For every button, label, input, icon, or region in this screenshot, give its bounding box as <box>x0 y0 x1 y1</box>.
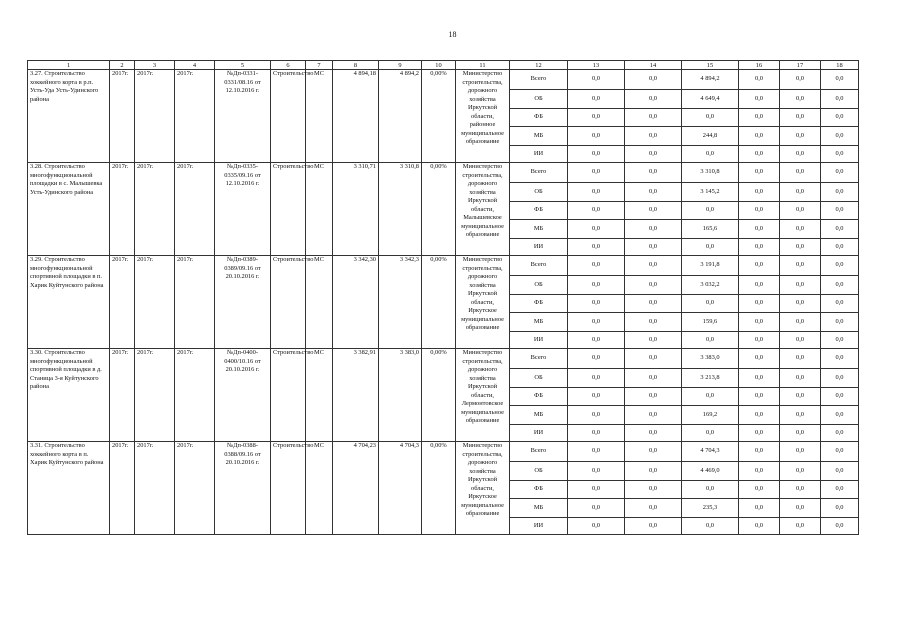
amount-cell: 0,0 <box>739 239 780 256</box>
amount-cell: 0,0 <box>821 481 859 499</box>
code-cell: МС <box>306 442 333 535</box>
amount-cell: 0,0 <box>625 406 682 425</box>
percent-cell: 0,00% <box>422 442 456 535</box>
cost-cell: 3 342,3 <box>379 256 422 349</box>
amount-cell: 0,0 <box>568 349 625 369</box>
amount-cell: 0,0 <box>780 239 821 256</box>
header-cell: 11 <box>456 61 510 70</box>
header-cell: 10 <box>422 61 456 70</box>
amount-cell: 0,0 <box>780 332 821 349</box>
amount-cell: 3 145,2 <box>682 183 739 202</box>
amount-cell: 0,0 <box>821 109 859 127</box>
table-row <box>28 70 859 90</box>
amount-cell: 3 383,0 <box>682 349 739 369</box>
amount-cell: 0,0 <box>568 146 625 163</box>
object-name: 3.31. Строительство хоккейного корта в п. Харик Куйтунского района <box>28 442 110 535</box>
contract-number: №Дп-0388-0388/09.16 от 20.10.2016 г. <box>215 442 271 535</box>
amount-cell: 0,0 <box>682 146 739 163</box>
amount-cell: 0,0 <box>821 163 859 183</box>
work-type: Строительство <box>271 349 306 442</box>
amount-cell: 0,0 <box>568 109 625 127</box>
year-cell: 2017г. <box>135 70 175 163</box>
amount-cell: 0,0 <box>625 256 682 276</box>
year-cell: 2017г. <box>135 349 175 442</box>
year-cell: 2017г. <box>135 163 175 256</box>
amount-cell: 235,3 <box>682 499 739 518</box>
amount-cell: 0,0 <box>821 332 859 349</box>
amount-cell: 0,0 <box>739 276 780 295</box>
amount-cell: 244,8 <box>682 127 739 146</box>
amount-cell: 0,0 <box>625 239 682 256</box>
amount-cell: 0,0 <box>821 220 859 239</box>
amount-cell: 3 310,8 <box>682 163 739 183</box>
amount-cell: 0,0 <box>780 70 821 90</box>
amount-cell: 0,0 <box>780 388 821 406</box>
responsible-org: Министерство строительства, дорожного хозяйства Иркутской области, Иркутское муниципальное образование <box>456 442 510 535</box>
budget-source: ОБ <box>510 276 568 295</box>
header-cell: 12 <box>510 61 568 70</box>
amount-cell: 0,0 <box>739 313 780 332</box>
amount-cell: 0,0 <box>780 183 821 202</box>
percent-cell: 0,00% <box>422 70 456 163</box>
budget-source: Всего <box>510 256 568 276</box>
year-cell: 2017г. <box>175 442 215 535</box>
budget-source: Всего <box>510 70 568 90</box>
cost-cell: 3 310,8 <box>379 163 422 256</box>
work-type: Строительство <box>271 163 306 256</box>
amount-cell: 0,0 <box>739 332 780 349</box>
amount-cell: 0,0 <box>821 499 859 518</box>
amount-cell: 0,0 <box>625 109 682 127</box>
amount-cell: 0,0 <box>739 70 780 90</box>
amount-cell: 0,0 <box>568 256 625 276</box>
amount-cell: 4 894,2 <box>682 70 739 90</box>
responsible-org: Министерство строительства, дорожного хозяйства Иркутской области, Лермонтовское муниципальное образование <box>456 349 510 442</box>
code-cell: МС <box>306 163 333 256</box>
amount-cell: 0,0 <box>821 425 859 442</box>
header-cell: 7 <box>306 61 333 70</box>
header-cell: 18 <box>821 61 859 70</box>
work-type: Строительство <box>271 256 306 349</box>
amount-cell: 0,0 <box>625 332 682 349</box>
amount-cell: 0,0 <box>568 388 625 406</box>
budget-source: Всего <box>510 163 568 183</box>
year-cell: 2017г. <box>175 70 215 163</box>
amount-cell: 0,0 <box>821 313 859 332</box>
amount-cell: 0,0 <box>739 90 780 109</box>
header-cell: 3 <box>135 61 175 70</box>
code-cell: МС <box>306 349 333 442</box>
amount-cell: 0,0 <box>568 276 625 295</box>
amount-cell: 4 469,0 <box>682 462 739 481</box>
amount-cell: 0,0 <box>780 442 821 462</box>
budget-source: ИИ <box>510 518 568 535</box>
amount-cell: 0,0 <box>682 518 739 535</box>
amount-cell: 0,0 <box>739 499 780 518</box>
year-cell: 2017г. <box>135 442 175 535</box>
amount-cell: 159,6 <box>682 313 739 332</box>
amount-cell: 0,0 <box>780 256 821 276</box>
amount-cell: 0,0 <box>682 239 739 256</box>
budget-source: ИИ <box>510 239 568 256</box>
header-cell: 13 <box>568 61 625 70</box>
amount-cell: 0,0 <box>625 369 682 388</box>
amount-cell: 0,0 <box>780 349 821 369</box>
year-cell: 2017г. <box>110 256 135 349</box>
amount-cell: 0,0 <box>780 425 821 442</box>
year-cell: 2017г. <box>175 163 215 256</box>
cost-cell: 4 894,2 <box>379 70 422 163</box>
amount-cell: 3 191,8 <box>682 256 739 276</box>
budget-source: МБ <box>510 220 568 239</box>
amount-cell: 0,0 <box>821 369 859 388</box>
amount-cell: 0,0 <box>821 90 859 109</box>
year-cell: 2017г. <box>110 349 135 442</box>
amount-cell: 0,0 <box>625 442 682 462</box>
amount-cell: 0,0 <box>568 518 625 535</box>
amount-cell: 0,0 <box>739 406 780 425</box>
object-name: 3.29. Строительство многофункциональной спортивной площадки в п. Харик Куйтунского района <box>28 256 110 349</box>
header-cell: 4 <box>175 61 215 70</box>
cost-cell: 3 382,91 <box>333 349 379 442</box>
budget-source: ОБ <box>510 462 568 481</box>
amount-cell: 0,0 <box>568 90 625 109</box>
amount-cell: 0,0 <box>739 220 780 239</box>
table-row <box>28 256 859 276</box>
amount-cell: 0,0 <box>625 295 682 313</box>
amount-cell: 0,0 <box>821 127 859 146</box>
amount-cell: 0,0 <box>780 276 821 295</box>
amount-cell: 0,0 <box>780 369 821 388</box>
amount-cell: 0,0 <box>821 388 859 406</box>
code-cell: МС <box>306 256 333 349</box>
amount-cell: 0,0 <box>568 369 625 388</box>
amount-cell: 0,0 <box>780 499 821 518</box>
budget-source: ФБ <box>510 481 568 499</box>
amount-cell: 0,0 <box>739 163 780 183</box>
amount-cell: 0,0 <box>568 163 625 183</box>
amount-cell: 0,0 <box>780 481 821 499</box>
amount-cell: 0,0 <box>682 109 739 127</box>
amount-cell: 0,0 <box>780 163 821 183</box>
amount-cell: 0,0 <box>739 256 780 276</box>
budget-source: ФБ <box>510 388 568 406</box>
amount-cell: 0,0 <box>625 349 682 369</box>
amount-cell: 0,0 <box>625 425 682 442</box>
work-type: Строительство <box>271 442 306 535</box>
amount-cell: 0,0 <box>625 146 682 163</box>
amount-cell: 0,0 <box>625 163 682 183</box>
amount-cell: 3 032,2 <box>682 276 739 295</box>
budget-source: ИИ <box>510 425 568 442</box>
header-cell: 1 <box>28 61 110 70</box>
amount-cell: 0,0 <box>780 406 821 425</box>
amount-cell: 0,0 <box>625 70 682 90</box>
amount-cell: 0,0 <box>625 518 682 535</box>
budget-source: ИИ <box>510 146 568 163</box>
amount-cell: 0,0 <box>568 295 625 313</box>
amount-cell: 0,0 <box>568 127 625 146</box>
cost-cell: 4 894,18 <box>333 70 379 163</box>
cost-cell: 4 704,3 <box>379 442 422 535</box>
amount-cell: 0,0 <box>739 462 780 481</box>
budget-source: ОБ <box>510 369 568 388</box>
amount-cell: 4 704,3 <box>682 442 739 462</box>
cost-cell: 3 342,30 <box>333 256 379 349</box>
page-number: 18 <box>448 30 457 39</box>
amount-cell: 0,0 <box>739 442 780 462</box>
object-name: 3.27. Строительство хоккейного корта в р.п. Усть-Уда Усть-Удинского района <box>28 70 110 163</box>
budget-source: ОБ <box>510 90 568 109</box>
year-cell: 2017г. <box>110 442 135 535</box>
header-cell: 14 <box>625 61 682 70</box>
amount-cell: 0,0 <box>821 239 859 256</box>
contract-number: №Дп-0335-0335/09.16 от 12.10.2016 г. <box>215 163 271 256</box>
amount-cell: 0,0 <box>568 425 625 442</box>
amount-cell: 0,0 <box>739 481 780 499</box>
budget-source: Всего <box>510 349 568 369</box>
amount-cell: 0,0 <box>625 183 682 202</box>
object-name: 3.28. Строительство многофункциональной площадки в с. Малышевка Усть-Удинского района <box>28 163 110 256</box>
amount-cell: 0,0 <box>739 295 780 313</box>
amount-cell: 0,0 <box>568 442 625 462</box>
amount-cell: 0,0 <box>568 499 625 518</box>
amount-cell: 0,0 <box>739 425 780 442</box>
amount-cell: 0,0 <box>780 313 821 332</box>
amount-cell: 0,0 <box>682 332 739 349</box>
amount-cell: 0,0 <box>821 256 859 276</box>
amount-cell: 0,0 <box>780 90 821 109</box>
amount-cell: 0,0 <box>739 369 780 388</box>
amount-cell: 0,0 <box>568 183 625 202</box>
header-cell: 17 <box>780 61 821 70</box>
amount-cell: 0,0 <box>821 295 859 313</box>
amount-cell: 0,0 <box>821 462 859 481</box>
amount-cell: 0,0 <box>568 462 625 481</box>
cost-cell: 3 310,71 <box>333 163 379 256</box>
amount-cell: 0,0 <box>780 127 821 146</box>
amount-cell: 0,0 <box>780 518 821 535</box>
header-cell: 16 <box>739 61 780 70</box>
amount-cell: 0,0 <box>821 146 859 163</box>
budget-source: МБ <box>510 499 568 518</box>
amount-cell: 0,0 <box>821 406 859 425</box>
amount-cell: 0,0 <box>625 90 682 109</box>
amount-cell: 0,0 <box>682 388 739 406</box>
amount-cell: 0,0 <box>682 295 739 313</box>
amount-cell: 0,0 <box>568 202 625 220</box>
cost-cell: 3 383,0 <box>379 349 422 442</box>
responsible-org: Министерство строительства, дорожного хозяйства Иркутской области, Иркутское муниципальное образование <box>456 256 510 349</box>
amount-cell: 0,0 <box>625 220 682 239</box>
amount-cell: 0,0 <box>739 127 780 146</box>
amount-cell: 0,0 <box>739 349 780 369</box>
budget-source: ФБ <box>510 109 568 127</box>
amount-cell: 0,0 <box>780 220 821 239</box>
contract-number: №Дп-0389-0389/09.16 от 20.10.2016 г. <box>215 256 271 349</box>
amount-cell: 0,0 <box>780 462 821 481</box>
year-cell: 2017г. <box>110 163 135 256</box>
amount-cell: 0,0 <box>821 276 859 295</box>
responsible-org: Министерство строительства, дорожного хозяйства Иркутской области, районное муниципальное образование <box>456 70 510 163</box>
table-row <box>28 442 859 462</box>
amount-cell: 0,0 <box>568 220 625 239</box>
amount-cell: 0,0 <box>821 518 859 535</box>
percent-cell: 0,00% <box>422 163 456 256</box>
amount-cell: 0,0 <box>625 276 682 295</box>
amount-cell: 165,6 <box>682 220 739 239</box>
amount-cell: 169,2 <box>682 406 739 425</box>
table-row <box>28 349 859 369</box>
amount-cell: 0,0 <box>625 462 682 481</box>
header-cell: 2 <box>110 61 135 70</box>
year-cell: 2017г. <box>110 70 135 163</box>
amount-cell: 0,0 <box>682 425 739 442</box>
table-row <box>28 163 859 183</box>
amount-cell: 0,0 <box>821 349 859 369</box>
work-type: Строительство <box>271 70 306 163</box>
amount-cell: 0,0 <box>739 146 780 163</box>
percent-cell: 0,00% <box>422 256 456 349</box>
budget-source: ОБ <box>510 183 568 202</box>
amount-cell: 0,0 <box>625 481 682 499</box>
header-cell: 9 <box>379 61 422 70</box>
amount-cell: 0,0 <box>568 406 625 425</box>
budget-source: ФБ <box>510 202 568 220</box>
amount-cell: 4 649,4 <box>682 90 739 109</box>
budget-source: МБ <box>510 406 568 425</box>
object-name: 3.30. Строительство многофункциональной спортивной площадки в д. Станица 3-я Куйтунского района <box>28 349 110 442</box>
program-table <box>27 60 859 535</box>
amount-cell: 0,0 <box>568 239 625 256</box>
budget-source: МБ <box>510 127 568 146</box>
amount-cell: 0,0 <box>739 109 780 127</box>
header-cell: 8 <box>333 61 379 70</box>
amount-cell: 0,0 <box>568 332 625 349</box>
amount-cell: 0,0 <box>625 202 682 220</box>
amount-cell: 0,0 <box>780 109 821 127</box>
budget-source: ИИ <box>510 332 568 349</box>
amount-cell: 3 213,8 <box>682 369 739 388</box>
header-cell: 6 <box>271 61 306 70</box>
header-cell: 15 <box>682 61 739 70</box>
budget-source: МБ <box>510 313 568 332</box>
percent-cell: 0,00% <box>422 349 456 442</box>
amount-cell: 0,0 <box>739 518 780 535</box>
header-cell: 5 <box>215 61 271 70</box>
amount-cell: 0,0 <box>568 70 625 90</box>
amount-cell: 0,0 <box>780 146 821 163</box>
amount-cell: 0,0 <box>739 202 780 220</box>
contract-number: №Дп-0400-0400/10.16 от 20.10.2016 г. <box>215 349 271 442</box>
amount-cell: 0,0 <box>821 183 859 202</box>
amount-cell: 0,0 <box>625 388 682 406</box>
amount-cell: 0,0 <box>625 499 682 518</box>
amount-cell: 0,0 <box>682 481 739 499</box>
amount-cell: 0,0 <box>625 127 682 146</box>
year-cell: 2017г. <box>175 256 215 349</box>
amount-cell: 0,0 <box>821 202 859 220</box>
amount-cell: 0,0 <box>625 313 682 332</box>
budget-source: Всего <box>510 442 568 462</box>
amount-cell: 0,0 <box>780 295 821 313</box>
amount-cell: 0,0 <box>682 202 739 220</box>
contract-number: №Дп-0331-0331/08.16 от 12.10.2016 г. <box>215 70 271 163</box>
amount-cell: 0,0 <box>568 481 625 499</box>
amount-cell: 0,0 <box>739 388 780 406</box>
year-cell: 2017г. <box>175 349 215 442</box>
header-row <box>28 61 859 70</box>
year-cell: 2017г. <box>135 256 175 349</box>
responsible-org: Министерство строительства, дорожного хозяйства Иркутской области, Малышевское муниципальное образование <box>456 163 510 256</box>
code-cell: МС <box>306 70 333 163</box>
amount-cell: 0,0 <box>739 183 780 202</box>
budget-source: ФБ <box>510 295 568 313</box>
cost-cell: 4 704,23 <box>333 442 379 535</box>
amount-cell: 0,0 <box>821 442 859 462</box>
amount-cell: 0,0 <box>821 70 859 90</box>
amount-cell: 0,0 <box>780 202 821 220</box>
amount-cell: 0,0 <box>568 313 625 332</box>
